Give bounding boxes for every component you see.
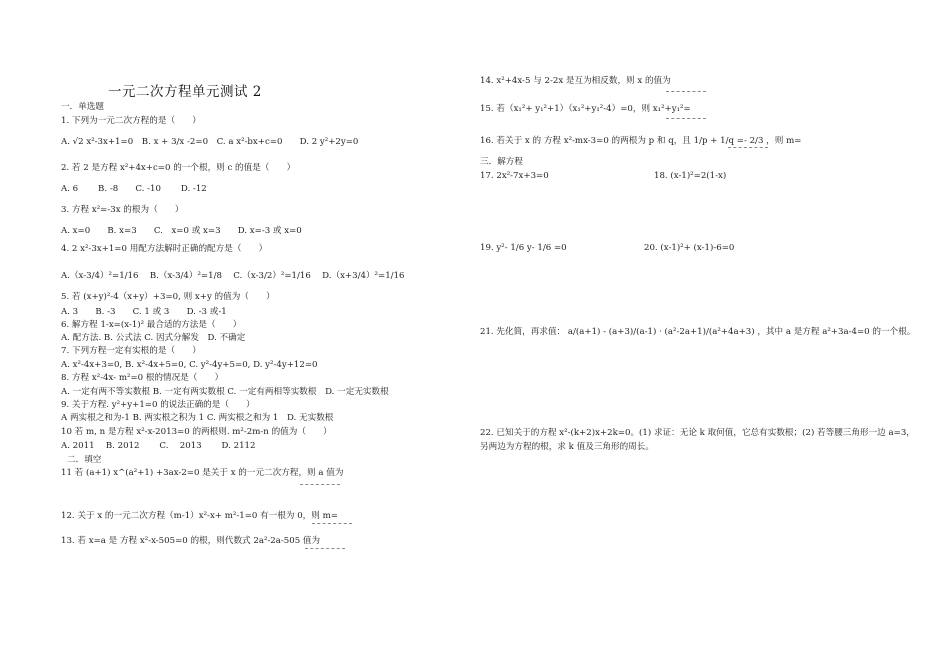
question-6-options: A. 配方法. B. 公式法 C. 因式分解发 D. 不确定 bbox=[61, 333, 246, 343]
question-1-options: A. √2 x²-3x+1=0 B. x + 3/x -2=0 C. a x²-bx+c=0 D. 2 y²+2y=0 bbox=[61, 137, 359, 147]
question-19: 19. y²- 1/6 y- 1/6 =0 bbox=[480, 243, 567, 253]
answer-blank-15 bbox=[666, 118, 706, 119]
question-20: 20. (x-1)²+ (x-1)-6=0 bbox=[644, 243, 735, 253]
section-fill-blank: 二．填空 bbox=[67, 455, 102, 465]
answer-blank-13 bbox=[305, 548, 345, 549]
question-7-options: A. x²-4x+3=0, B. x²-4x+5=0, C. y²-4y+5=0, D. y²-4y+12=0 bbox=[61, 360, 318, 370]
question-3: 3. 方程 x²=-3x 的根为（ ） bbox=[61, 205, 184, 215]
answer-blank-12 bbox=[312, 523, 352, 524]
question-13: 13. 若 x=a 是 方程 x²-x-505=0 的根，则代数式 2a²-2a-505 值为 bbox=[61, 536, 321, 546]
question-8-options: A. 一定有两不等实数根 B. 一定有两实数根 C. 一定有两相等实数根 D. 一定无实数根 bbox=[61, 387, 389, 397]
question-22-line-2: 另两边为方程的根，求 k 值及三角形的周长。 bbox=[480, 442, 654, 452]
question-16: 16. 若关于 x 的 方程 x²-mx-3=0 的两根为 p 和 q，且 1/p + 1/q =- 2/3 ，则 m= bbox=[480, 136, 802, 146]
question-18: 18. (x-1)²=2(1-x) bbox=[654, 171, 727, 181]
question-6: 6. 解方程 1-x=(x-1)² 最合适的方法是（ ） bbox=[61, 320, 242, 330]
question-9-options: A 两实根之和为-1 B. 两实根之积为 1 C. 两实根之和为 1 D. 无实数根 bbox=[61, 413, 334, 423]
question-4-options: A.（x-3/4）²=1/16 B.（x-3/4）²=1/8 C.（x-3/2）²=1/16 D.（x+3/4）²=1/16 bbox=[61, 271, 405, 281]
question-2-options: A. 6 B. -8 C. -10 D. -12 bbox=[61, 184, 207, 194]
question-17: 17. 2x²-7x+3=0 bbox=[480, 171, 549, 181]
question-11: 11 若 (a+1) x^(a²+1) +3ax-2=0 是关于 x 的一元二次方程，则 a 值为 bbox=[61, 468, 344, 478]
answer-blank-16 bbox=[728, 147, 768, 148]
question-3-options: A. x=0 B. x=3 C. x=0 或 x=3 D. x=-3 或 x=0 bbox=[61, 226, 302, 236]
question-5: 5. 若 (x+y)²-4（x+y）+3=0, 则 x+y 的值为（ ） bbox=[61, 292, 275, 302]
answer-blank-11 bbox=[300, 484, 340, 485]
question-10-options: A. 2011 B. 2012 C. 2013 D. 2112 bbox=[61, 441, 256, 451]
question-5-options: A. 3 B. -3 C. 1 或 3 D. -3 或-1 bbox=[61, 307, 227, 317]
answer-blank-14 bbox=[666, 91, 706, 92]
question-7: 7. 下列方程一定有实根的是（ ） bbox=[61, 346, 201, 356]
question-22-line-1: 22. 已知关于的方程 x²-(k+2)x+2k=0。(1) 求证：无论 k 取何值，它总有实数根；(2) 若等腰三角形一边 a=3， bbox=[480, 428, 915, 438]
question-15: 15. 若（x₁²+ y₁²+1）（x₁²+y₁²-4）=0，则 x₁²+y₁²= bbox=[480, 104, 691, 114]
page-title: 一元二次方程单元测试 2 bbox=[108, 84, 262, 100]
question-8: 8. 方程 x²-4x- m²=0 根的情况是（ ） bbox=[61, 373, 224, 383]
question-9: 9. 关于方程. y²+y+1=0 的说法正确的是（ ） bbox=[61, 400, 255, 410]
question-10: 10 若 m, n 是方程 x²-x-2013=0 的两根则. m²-2m-n 的值为（ ） bbox=[61, 427, 332, 437]
question-12: 12. 关于 x 的一元二次方程（m-1）x²-x+ m²-1=0 有一根为 0，则 m= bbox=[61, 511, 338, 521]
question-14: 14. x²+4x-5 与 2-2x 是互为相反数，则 x 的值为 bbox=[480, 76, 671, 86]
section-single-choice: 一．单选题 bbox=[61, 102, 104, 112]
question-4: 4. 2 x²-3x+1=0 用配方法解时正确的配方是（ ） bbox=[61, 244, 268, 254]
question-2: 2. 若 2 是方程 x²+4x+c=0 的一个根，则 c 的值是（ ） bbox=[61, 163, 296, 173]
question-21: 21. 先化简，再求值： a/(a+1) - (a+3)/(a-1) · (a²-2a+1)/(a²+4a+3) ，其中 a 是方程 a²+3a-4=0 的一个根。 bbox=[480, 327, 916, 337]
question-1: 1. 下列为一元二次方程的是（ ） bbox=[61, 116, 201, 126]
section-solve-equations: 三．解方程 bbox=[480, 157, 523, 167]
